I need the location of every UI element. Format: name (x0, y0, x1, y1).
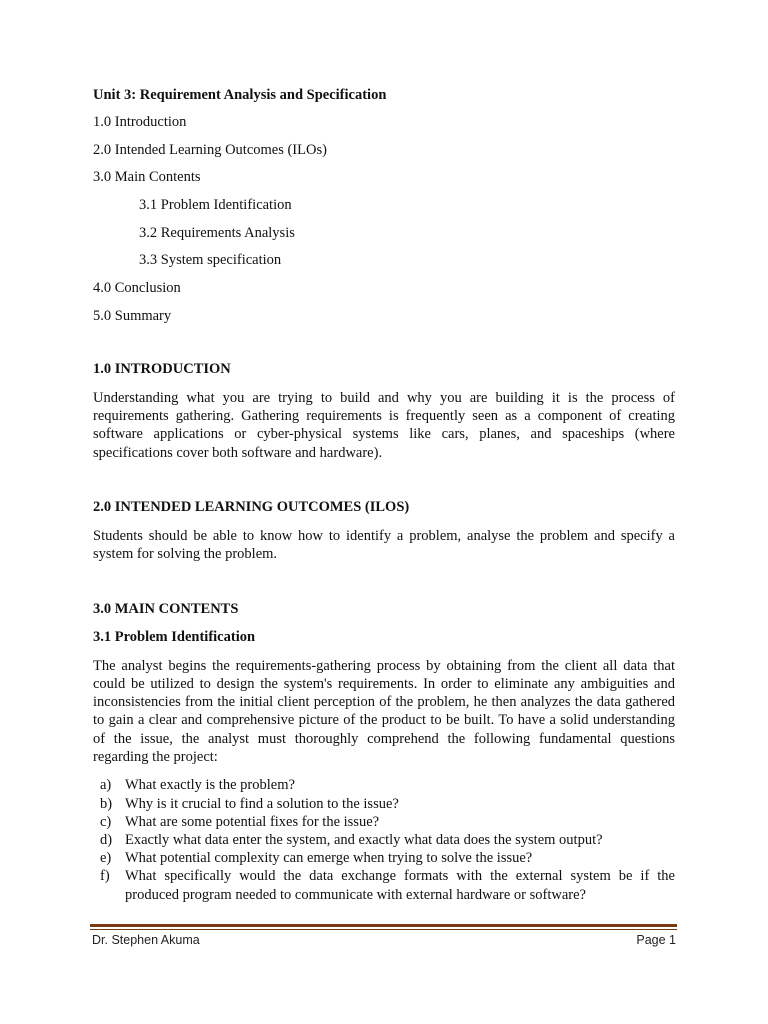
list-item-text: What potential complexity can emerge when trying to solve the issue? (125, 850, 533, 867)
list-item (93, 813, 675, 831)
page-footer (92, 932, 676, 948)
list-marker: e) (100, 850, 112, 867)
problem-identification-heading: 3.1 Problem Identification (93, 628, 256, 645)
toc-item-ilos: 2.0 Intended Learning Outcomes (ILOs) (93, 141, 327, 158)
main-contents-heading: 3.0 MAIN CONTENTS (93, 600, 239, 617)
list-item-text: What exactly is the problem? (125, 777, 295, 794)
footer-author: Dr. Stephen Akuma (92, 933, 200, 947)
toc-item-main-contents: 3.0 Main Contents (93, 169, 201, 186)
list-marker: c) (100, 813, 112, 830)
list-item (93, 776, 675, 794)
list-item (93, 867, 675, 903)
unit-title: Unit 3: Requirement Analysis and Specification (93, 87, 387, 103)
footer-divider-thin (90, 929, 677, 930)
list-item (93, 795, 675, 813)
toc-item-problem-identification: 3.1 Problem Identification (139, 197, 292, 214)
intro-paragraph: Understanding what you are trying to build and why you are building it is the process of requirements gathering. Gathering requirements is frequently seen as a component of creating software applications or cyber-physical systems like cars, planes, and spaceships (where specifications cover both software and hardware). (93, 389, 675, 461)
footer-page-number: Page 1 (636, 933, 676, 947)
list-item-text: Exactly what data enter the system, and exactly what data does the system output? (125, 831, 603, 848)
problem-identification-paragraph: The analyst begins the requirements-gathering process by obtaining from the client all data that could be utilized to design the system's requirements. In order to eliminate any ambiguities and inconsistencies from the initial client perception of the problem, he then analyzes the data gathered to gain a clear and comprehensive picture of the product to be built. To have a solid understanding of the issue, the analyst must thoroughly comprehend the following fundamental questions regarding the project: (93, 657, 675, 766)
toc-item-summary: 5.0 Summary (93, 307, 172, 324)
list-item-text: Why is it crucial to find a solution to the issue? (125, 795, 399, 812)
list-item-text: What are some potential fixes for the issue? (125, 813, 380, 830)
toc-item-introduction: 1.0 Introduction (93, 114, 187, 130)
toc-item-system-specification: 3.3 System specification (139, 252, 282, 269)
document-page (93, 86, 675, 904)
ilos-paragraph: Students should be able to know how to identify a problem, analyse the problem and specify a system for solving the problem. (93, 528, 675, 563)
ilos-heading: 2.0 INTENDED LEARNING OUTCOMES (ILOS) (93, 499, 410, 515)
toc-item-conclusion: 4.0 Conclusion (93, 280, 181, 297)
intro-heading: 1.0 INTRODUCTION (93, 360, 231, 377)
questions-list (93, 776, 675, 903)
list-marker: d) (100, 831, 113, 848)
list-item (93, 831, 675, 849)
list-marker: f) (100, 868, 110, 885)
list-item-text: What specifically would the data exchange formats with the external system be if the produced program needed to communicate with external hardware or software? (125, 868, 675, 903)
footer-divider (90, 924, 677, 927)
toc-item-requirements-analysis: 3.2 Requirements Analysis (139, 224, 295, 241)
list-marker: b) (100, 795, 113, 812)
list-item (93, 849, 675, 867)
list-marker: a) (100, 777, 112, 794)
